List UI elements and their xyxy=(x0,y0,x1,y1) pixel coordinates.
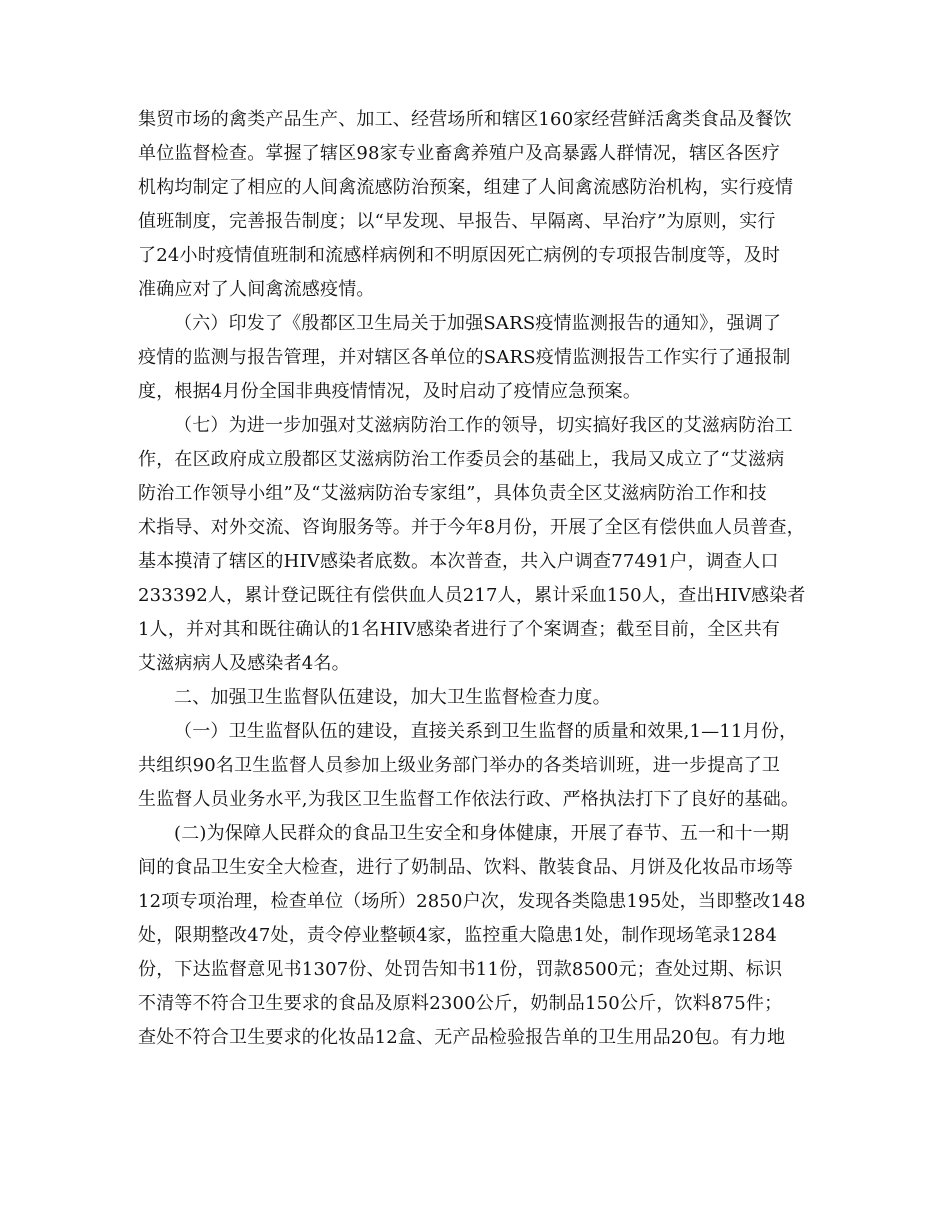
text-line: 基本摸清了辖区的HIV感染者底数。本次普查，共入户调查77491户，调查人口 xyxy=(138,551,779,572)
text-line: 疫情的监测与报告管理，并对辖区各单位的SARS疫情监测报告工作实行了通报制 xyxy=(138,347,791,368)
text-line: 二、加强卫生监督队伍建设，加大卫生监督检查力度。 xyxy=(174,687,611,708)
text-line: 集贸市场的禽类产品生产、加工、经营场所和辖区160家经营鲜活禽类食品及餐饮 xyxy=(138,109,792,130)
text-line: 12项专项治理，检查单位（场所）2850户次，发现各类隐患195处，当即整改148 xyxy=(138,891,806,912)
paragraph xyxy=(138,307,814,409)
paragraph xyxy=(138,715,814,817)
text-line: （六）印发了《殷都区卫生局关于加强SARS疫情监测报告的通知》，强调了 xyxy=(174,313,782,334)
text-line: （一）卫生监督队伍的建设，直接关系到卫生监督的质量和效果,1—11月份， xyxy=(174,721,798,742)
document-body xyxy=(138,103,814,1055)
text-line: （七）为进一步加强对艾滋病防治工作的领导，切实搞好我区的艾滋病防治工 xyxy=(174,415,793,436)
text-line: 份，下达监督意见书1307份、处罚告知书11份，罚款8500元；查处过期、标识 xyxy=(138,959,783,980)
text-line: 度，根据4月份全国非典疫情情况，及时启动了疫情应急预案。 xyxy=(138,381,642,402)
text-line: 机构均制定了相应的人间禽流感防治预案，组建了人间禽流感防治机构，实行疫情 xyxy=(138,177,794,198)
paragraph xyxy=(138,409,814,681)
paragraph xyxy=(138,681,814,715)
paragraph xyxy=(138,103,814,307)
text-line: 233392人，累计登记既往有偿供血人员217人，累计采血150人，查出HIV感染者 xyxy=(138,585,806,606)
text-line: 查处不符合卫生要求的化妆品12盒、无产品检验报告单的卫生用品20包。有力地 xyxy=(138,1027,786,1048)
text-line: 准确应对了人间禽流感疫情。 xyxy=(138,279,375,300)
text-line: 间的食品卫生安全大检查，进行了奶制品、饮料、散装食品、月饼及化妆品市场等 xyxy=(138,857,794,878)
text-line: 了24小时疫情值班制和流感样病例和不明原因死亡病例的专项报告制度等，及时 xyxy=(138,245,781,266)
text-line: 术指导、对外交流、咨询服务等。并于今年8月份，开展了全区有偿供血人员普查， xyxy=(138,517,805,538)
text-line: 共组织90名卫生监督人员参加上级业务部门举办的各类培训班，进一步提高了卫 xyxy=(138,755,781,776)
text-line: 生监督人员业务水平,为我区卫生监督工作依法行政、严格执法打下了良好的基础。 xyxy=(138,789,800,810)
text-line: 值班制度，完善报告制度；以“早发现、早报告、早隔离、早治疗”为原则，实行 xyxy=(138,211,776,232)
text-line: (二)为保障人民群众的食品卫生安全和身体健康，开展了春节、五一和十一期 xyxy=(174,823,790,844)
text-line: 防治工作领导小组”及“艾滋病防治专家组”，具体负责全区艾滋病防治工作和技 xyxy=(138,483,767,504)
text-line: 处，限期整改47处，责令停业整顿4家，监控重大隐患1处，制作现场笔录1284 xyxy=(138,925,778,946)
paragraph xyxy=(138,817,814,1055)
text-line: 不清等不符合卫生要求的食品及原料2300公斤，奶制品150公斤，饮料875件； xyxy=(138,993,783,1014)
text-line: 艾滋病病人及感染者4名。 xyxy=(138,653,350,674)
text-line: 单位监督检查。掌握了辖区98家专业畜禽养殖户及高暴露人群情况，辖区各医疗 xyxy=(138,143,781,164)
text-line: 1人，并对其和既往确认的1名HIV感染者进行了个案调查；截至目前，全区共有 xyxy=(138,619,781,640)
text-line: 作，在区政府成立殷都区艾滋病防治工作委员会的基础上，我局又成立了“艾滋病 xyxy=(138,449,785,470)
